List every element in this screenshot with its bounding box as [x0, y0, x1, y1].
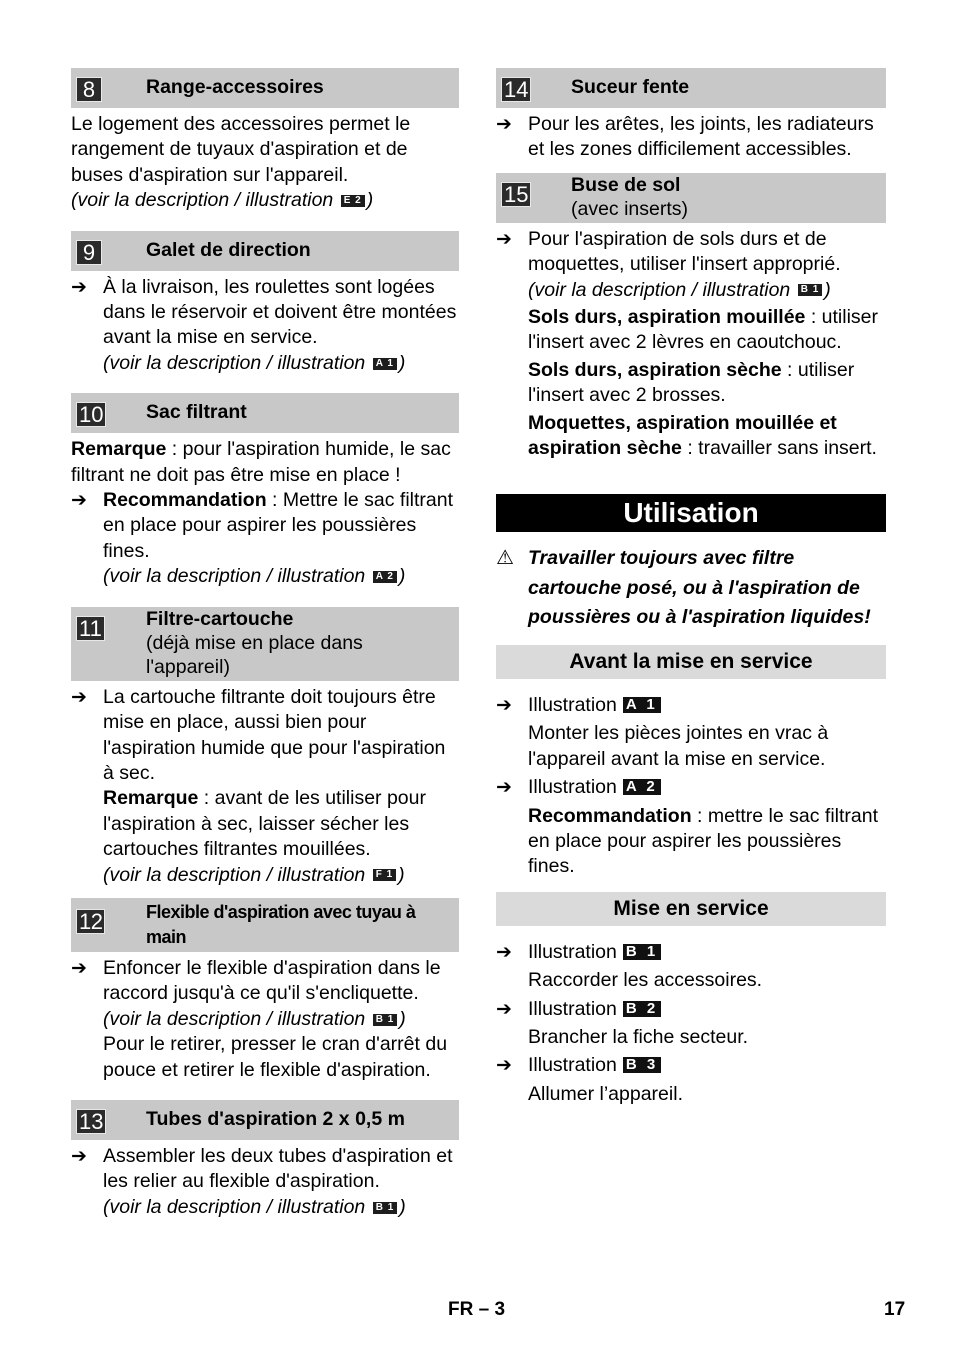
list-item-text: Assembler les deux tubes d'aspiration et les relier au flexible d'aspiration. [103, 1144, 453, 1193]
illustration-tag: B 1 [623, 944, 661, 960]
body-text: Le logement des accessoires permet le rangement de tuyaux d'aspiration et de buses d'aspiration sur l'appareil. [71, 113, 411, 186]
illustration-tag: B 1 [798, 284, 823, 296]
illustration-tag: A 2 [623, 779, 661, 795]
body-text: Pour le retirer, presser le cran d'arrêt du pouce et retirer le flexible d'aspiration. [103, 1033, 448, 1081]
recommendation: Recommandation : Mettre le sac filtrant en place pour aspirer les poussières fines. [103, 489, 454, 562]
list-item [496, 693, 886, 772]
chapter-title: Utilisation [496, 494, 886, 532]
section-subtitle: (déjà mise en place dans l'appareil) [146, 631, 363, 678]
section-header-11 [71, 607, 459, 681]
arrow-right-icon: ➔ [71, 686, 87, 708]
list-item [496, 112, 886, 163]
arrow-right-icon: ➔ [496, 694, 512, 716]
list-item [496, 997, 886, 1051]
illustration-reference: (voir la description / illustration E 2 ) [71, 189, 374, 212]
section-title: Flexible d'aspiration avec tuyau à main [146, 901, 416, 947]
list-item-text: Pour les arêtes, les joints, les radiateurs et les zones difficilement accessibles. [528, 113, 874, 161]
illustration-label: Illustration [528, 997, 617, 1020]
list-item [496, 775, 886, 880]
list-item-text: À la livraison, les roulettes sont logées dans le réservoir et doivent être montées avant la mise en service. [103, 275, 457, 349]
section-number: 14 [501, 77, 531, 102]
illustration-reference: (voir la description / illustration F 1 ) [103, 863, 405, 886]
section-title: Tubes d'aspiration 2 x 0,5 m [146, 1107, 405, 1130]
list-item-text: Allumer l’appareil. [528, 1082, 683, 1105]
section-title: Filtre-cartouche [146, 607, 294, 630]
illustration-tag: A 1 [373, 358, 397, 370]
footer-section-page: FR – 3 [448, 1299, 506, 1320]
arrow-right-icon: ➔ [496, 228, 512, 250]
section-title: Suceur fente [571, 76, 690, 98]
left-column [71, 68, 459, 1220]
illustration-tag: A 2 [373, 571, 397, 583]
section-header-8 [71, 68, 459, 108]
illustration-reference: (voir la description / illustration B 1 ) [103, 1195, 406, 1218]
list-item [71, 1144, 459, 1220]
illustration-label: Illustration [528, 776, 617, 799]
illustration-tag: B 3 [623, 1057, 661, 1073]
recommendation: Recommandation : mettre le sac filtrant en place pour aspirer les poussières fines. [528, 804, 879, 878]
list-item [71, 275, 459, 377]
list-item [71, 685, 459, 888]
section-header-9 [71, 231, 459, 271]
illustration-tag: B 1 [373, 1202, 398, 1214]
arrow-right-icon: ➔ [496, 114, 512, 135]
illustration-tag: E 2 [341, 195, 365, 207]
section-header-14 [496, 68, 886, 108]
section-number: 12 [76, 909, 105, 934]
arrow-right-icon: ➔ [71, 490, 87, 512]
section-number: 9 [76, 240, 102, 265]
arrow-right-icon: ➔ [71, 276, 87, 298]
section-number: 13 [76, 1109, 106, 1134]
section-header-12 [71, 898, 459, 952]
illustration-tag: B 1 [373, 1014, 398, 1026]
section-number: 10 [76, 402, 106, 427]
note: Remarque : avant de les utiliser pour l'aspiration à sec, laisser sécher les cartouches filtrantes mouillées. [103, 787, 426, 861]
section-subtitle: (avec inserts) [571, 197, 689, 220]
warning [496, 544, 886, 633]
illustration-reference: (voir la description / illustration A 1 ) [103, 351, 406, 374]
list-item [71, 488, 459, 590]
section-header-10 [71, 393, 459, 433]
list-item [496, 227, 886, 462]
illustration-tag: F 1 [373, 869, 396, 881]
section-number: 11 [76, 616, 105, 641]
section-title: Sac filtrant [146, 401, 247, 424]
section-title: Buse de sol [571, 173, 681, 196]
list-item-text: Enfoncer le flexible d'aspiration dans le raccord jusqu'à ce qu'il s'encliquette. [103, 956, 441, 1005]
list-item [71, 956, 459, 1083]
illustration-reference: (voir la description / illustration B 1 ) [528, 278, 831, 301]
right-column [496, 68, 886, 1107]
illustration-label: Illustration [528, 1054, 617, 1077]
list-item-text: Pour l'aspiration de sols durs et de moquettes, utiliser l'insert approprié. [528, 227, 841, 276]
illustration-label: Illustration [528, 693, 617, 716]
section-number: 15 [501, 182, 531, 207]
arrow-right-icon: ➔ [496, 1055, 512, 1077]
list-item [496, 940, 886, 994]
section-number: 8 [76, 77, 102, 102]
illustration-reference: (voir la description / illustration B 1 ) [103, 1007, 406, 1030]
illustration-label: Illustration [528, 940, 617, 963]
section-title: Range-accessoires [146, 76, 324, 98]
subsection-title-avant: Avant la mise en service [496, 645, 886, 679]
floor-option-hard-wet: Sols durs, aspiration mouillée : utiliser l'insert avec 2 lèvres en caoutchouc. [528, 306, 879, 354]
list-item-text: Brancher la fiche secteur. [528, 1026, 749, 1049]
warning-icon: ⚠ [496, 547, 514, 570]
arrow-right-icon: ➔ [71, 957, 87, 979]
section-title: Galet de direction [146, 238, 311, 261]
arrow-right-icon: ➔ [496, 941, 512, 963]
list-item-text: Monter les pièces jointes en vrac à l'appareil avant la mise en service. [528, 722, 829, 770]
floor-option-hard-dry: Sols durs, aspiration sèche : utiliser l'insert avec 2 brosses. [528, 358, 855, 407]
illustration-tag: A 1 [623, 697, 661, 713]
list-item [496, 1053, 886, 1107]
floor-option-carpet: Moquettes, aspiration mouillée et aspiration sèche : travailler sans insert. [528, 411, 877, 460]
footer-page-number: 17 [884, 1299, 906, 1320]
list-item-text: Raccorder les accessoires. [528, 969, 763, 992]
subsection-title-mise: Mise en service [496, 892, 886, 926]
section-header-13 [71, 1100, 459, 1140]
section-header-15 [496, 173, 886, 223]
arrow-right-icon: ➔ [71, 1145, 87, 1167]
note: Remarque : pour l'aspiration humide, le sac filtrant ne doit pas être mise en place ! [71, 438, 451, 486]
arrow-right-icon: ➔ [496, 777, 512, 799]
list-item-text: La cartouche filtrante doit toujours être mise en place, aussi bien pour l'aspiration humide que pour l'aspiration à sec. [103, 685, 446, 784]
illustration-reference: (voir la description / illustration A 2 ) [103, 565, 406, 588]
arrow-right-icon: ➔ [496, 998, 512, 1020]
warning-text: Travailler toujours avec filtre cartouche posé, ou à l'aspiration de poussières ou à l'aspiration liquides! [528, 547, 871, 629]
illustration-tag: B 2 [623, 1001, 661, 1017]
